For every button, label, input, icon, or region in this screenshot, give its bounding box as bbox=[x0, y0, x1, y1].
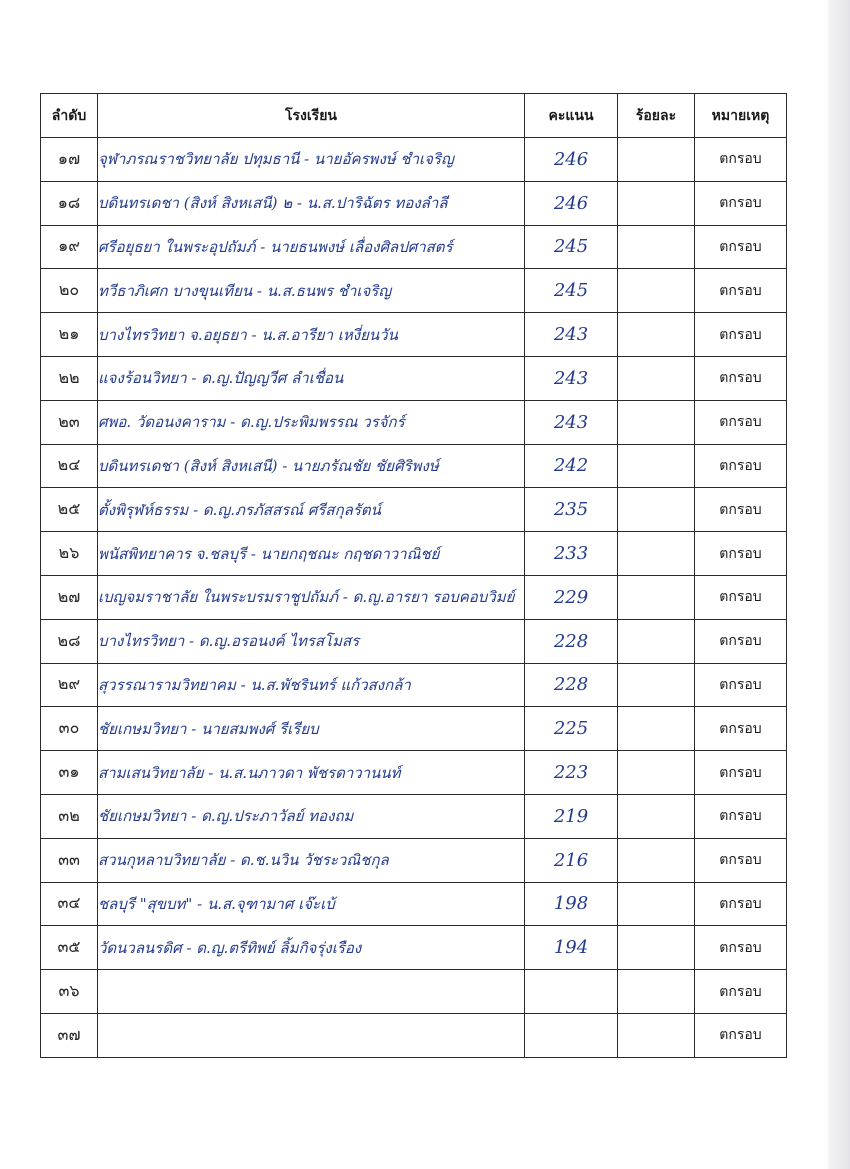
table-row bbox=[41, 488, 787, 532]
header-percent: ร้อยละ bbox=[618, 94, 695, 138]
table-row bbox=[41, 181, 787, 225]
order-cell: ๓๖ bbox=[41, 970, 98, 1014]
percent-cell bbox=[618, 181, 695, 225]
table-row bbox=[41, 269, 787, 313]
school-cell: ตั้งพิรุฬห์ธรรม - ด.ญ.ภรภัสสรณ์ ศรีสกุลรัตน์ bbox=[98, 488, 525, 532]
table-row bbox=[41, 970, 787, 1014]
order-cell: ๒๔ bbox=[41, 444, 98, 488]
table-row bbox=[41, 794, 787, 838]
score-cell: 235 bbox=[525, 488, 618, 532]
percent-cell bbox=[618, 663, 695, 707]
remark-cell: ตกรอบ bbox=[695, 751, 787, 795]
school-cell: บดินทรเดชา (สิงห์ สิงหเสนี) ๒ - น.ส.ปาริฉัตร ทองลำลี bbox=[98, 181, 525, 225]
percent-cell bbox=[618, 532, 695, 576]
score-cell: 243 bbox=[525, 400, 618, 444]
percent-cell bbox=[618, 269, 695, 313]
order-cell: ๑๘ bbox=[41, 181, 98, 225]
table-row bbox=[41, 575, 787, 619]
school-cell: ทวีธาภิเศก บางขุนเทียน - น.ส.ธนพร ชำเจริญ bbox=[98, 269, 525, 313]
school-cell: สวนกุหลาบวิทยาลัย - ด.ช.นวิน วัชระวณิชกุล bbox=[98, 838, 525, 882]
page-edge bbox=[828, 0, 850, 1169]
school-cell: บางไทรวิทยา จ.อยุธยา - น.ส.อารียา เหงี่ยนวัน bbox=[98, 313, 525, 357]
score-cell: 229 bbox=[525, 575, 618, 619]
score-cell: 245 bbox=[525, 225, 618, 269]
order-cell: ๒๙ bbox=[41, 663, 98, 707]
order-cell: ๒๒ bbox=[41, 356, 98, 400]
table-row bbox=[41, 751, 787, 795]
score-cell bbox=[525, 970, 618, 1014]
score-cell: 228 bbox=[525, 619, 618, 663]
order-cell: ๒๑ bbox=[41, 313, 98, 357]
school-cell: ชัยเกษมวิทยา - นายสมพงศ์ รีเรียบ bbox=[98, 707, 525, 751]
table-row bbox=[41, 225, 787, 269]
order-cell: ๒๕ bbox=[41, 488, 98, 532]
remark-cell: ตกรอบ bbox=[695, 1013, 787, 1057]
percent-cell bbox=[618, 838, 695, 882]
order-cell: ๓๔ bbox=[41, 882, 98, 926]
school-cell: บางไทรวิทยา - ด.ญ.อรอนงค์ ไทรสโมสร bbox=[98, 619, 525, 663]
table-row bbox=[41, 619, 787, 663]
table-row bbox=[41, 138, 787, 182]
remark-cell: ตกรอบ bbox=[695, 882, 787, 926]
order-cell: ๒๗ bbox=[41, 575, 98, 619]
remark-cell: ตกรอบ bbox=[695, 269, 787, 313]
order-cell: ๓๕ bbox=[41, 926, 98, 970]
school-cell: บดินทรเดชา (สิงห์ สิงหเสนี) - นายภรัณชัย ชัยศิริพงษ์ bbox=[98, 444, 525, 488]
score-cell: 243 bbox=[525, 313, 618, 357]
table-row bbox=[41, 313, 787, 357]
remark-cell: ตกรอบ bbox=[695, 356, 787, 400]
percent-cell bbox=[618, 356, 695, 400]
remark-cell: ตกรอบ bbox=[695, 838, 787, 882]
percent-cell bbox=[618, 751, 695, 795]
percent-cell bbox=[618, 225, 695, 269]
score-cell: 233 bbox=[525, 532, 618, 576]
order-cell: ๓๗ bbox=[41, 1013, 98, 1057]
header-school: โรงเรียน bbox=[98, 94, 525, 138]
remark-cell: ตกรอบ bbox=[695, 444, 787, 488]
score-cell: 242 bbox=[525, 444, 618, 488]
header-score: คะแนน bbox=[525, 94, 618, 138]
school-cell: ศรีอยุธยา ในพระอุปถัมภ์ - นายธนพงษ์ เลื่องศิลปศาสตร์ bbox=[98, 225, 525, 269]
percent-cell bbox=[618, 313, 695, 357]
percent-cell bbox=[618, 575, 695, 619]
order-cell: ๒๓ bbox=[41, 400, 98, 444]
order-cell: ๓๑ bbox=[41, 751, 98, 795]
school-cell: สามเสนวิทยาลัย - น.ส.นภาวดา พัชรดาวานนท์ bbox=[98, 751, 525, 795]
school-cell: พนัสพิทยาคาร จ.ชลบุรี - นายกฤชณะ กฤชดาวาณิชย์ bbox=[98, 532, 525, 576]
remark-cell: ตกรอบ bbox=[695, 138, 787, 182]
school-cell bbox=[98, 970, 525, 1014]
school-cell: สุวรรณารามวิทยาคม - น.ส.พัชรินทร์ แก้วสงกล้า bbox=[98, 663, 525, 707]
score-cell: 225 bbox=[525, 707, 618, 751]
percent-cell bbox=[618, 444, 695, 488]
score-cell: 246 bbox=[525, 181, 618, 225]
order-cell: ๒๘ bbox=[41, 619, 98, 663]
score-cell: 198 bbox=[525, 882, 618, 926]
table-row bbox=[41, 356, 787, 400]
order-cell: ๒๐ bbox=[41, 269, 98, 313]
table-row bbox=[41, 532, 787, 576]
table-row bbox=[41, 926, 787, 970]
remark-cell: ตกรอบ bbox=[695, 663, 787, 707]
remark-cell: ตกรอบ bbox=[695, 619, 787, 663]
remark-cell: ตกรอบ bbox=[695, 181, 787, 225]
score-cell: 223 bbox=[525, 751, 618, 795]
header-remark: หมายเหตุ bbox=[695, 94, 787, 138]
school-cell: จุฬาภรณราชวิทยาลัย ปทุมธานี - นายอัครพงษ์ ชำเจริญ bbox=[98, 138, 525, 182]
table-row bbox=[41, 1013, 787, 1057]
order-cell: ๓๒ bbox=[41, 794, 98, 838]
school-cell: แจงร้อนวิทยา - ด.ญ.ปัญญวีศ ลำเชื่อน bbox=[98, 356, 525, 400]
school-cell: ศพอ. วัดอนงคาราม - ด.ญ.ประพิมพรรณ วรจักร์ bbox=[98, 400, 525, 444]
school-cell: ชัยเกษมวิทยา - ด.ญ.ประภาวัลย์ ทองถม bbox=[98, 794, 525, 838]
remark-cell: ตกรอบ bbox=[695, 400, 787, 444]
score-cell: 219 bbox=[525, 794, 618, 838]
order-cell: ๓๓ bbox=[41, 838, 98, 882]
percent-cell bbox=[618, 619, 695, 663]
score-cell: 194 bbox=[525, 926, 618, 970]
percent-cell bbox=[618, 794, 695, 838]
remark-cell: ตกรอบ bbox=[695, 225, 787, 269]
score-table bbox=[40, 93, 787, 1058]
percent-cell bbox=[618, 1013, 695, 1057]
score-cell: 246 bbox=[525, 138, 618, 182]
order-cell: ๓๐ bbox=[41, 707, 98, 751]
header-row bbox=[41, 94, 787, 138]
table-row bbox=[41, 838, 787, 882]
percent-cell bbox=[618, 926, 695, 970]
remark-cell: ตกรอบ bbox=[695, 488, 787, 532]
percent-cell bbox=[618, 400, 695, 444]
order-cell: ๒๖ bbox=[41, 532, 98, 576]
score-cell: 245 bbox=[525, 269, 618, 313]
table-row bbox=[41, 663, 787, 707]
school-cell: วัดนวลนรดิศ - ด.ญ.ตรีทิพย์ ลิ้มกิจรุ่งเรือง bbox=[98, 926, 525, 970]
remark-cell: ตกรอบ bbox=[695, 575, 787, 619]
order-cell: ๑๗ bbox=[41, 138, 98, 182]
remark-cell: ตกรอบ bbox=[695, 313, 787, 357]
header-order: ลำดับ bbox=[41, 94, 98, 138]
remark-cell: ตกรอบ bbox=[695, 794, 787, 838]
school-cell: เบญจมราชาลัย ในพระบรมราชูปถัมภ์ - ด.ญ.อารยา รอบคอบวิมย์ bbox=[98, 575, 525, 619]
remark-cell: ตกรอบ bbox=[695, 926, 787, 970]
remark-cell: ตกรอบ bbox=[695, 970, 787, 1014]
score-cell: 243 bbox=[525, 356, 618, 400]
table-row bbox=[41, 707, 787, 751]
score-cell bbox=[525, 1013, 618, 1057]
table-row bbox=[41, 444, 787, 488]
remark-cell: ตกรอบ bbox=[695, 707, 787, 751]
order-cell: ๑๙ bbox=[41, 225, 98, 269]
school-cell bbox=[98, 1013, 525, 1057]
score-cell: 228 bbox=[525, 663, 618, 707]
percent-cell bbox=[618, 707, 695, 751]
school-cell: ชลบุรี "สุขบท" - น.ส.จุฑามาศ เจ๊ะเบ้ bbox=[98, 882, 525, 926]
table-row bbox=[41, 882, 787, 926]
percent-cell bbox=[618, 138, 695, 182]
percent-cell bbox=[618, 970, 695, 1014]
table-row bbox=[41, 400, 787, 444]
percent-cell bbox=[618, 488, 695, 532]
remark-cell: ตกรอบ bbox=[695, 532, 787, 576]
score-cell: 216 bbox=[525, 838, 618, 882]
percent-cell bbox=[618, 882, 695, 926]
